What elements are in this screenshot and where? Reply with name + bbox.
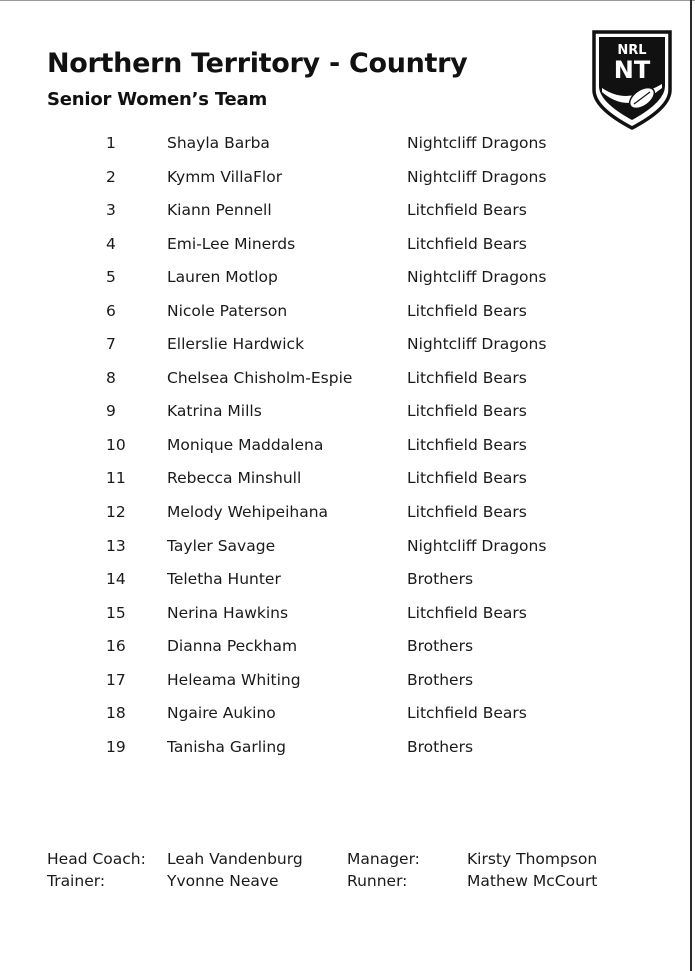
staff-row-1 xyxy=(0,850,695,872)
player-number: 16 xyxy=(106,637,126,656)
player-club: Litchfield Bears xyxy=(407,503,527,522)
player-row xyxy=(0,467,695,501)
player-club: Brothers xyxy=(407,637,474,656)
manager-label: Manager: xyxy=(347,850,420,868)
player-club: Nightcliff Dragons xyxy=(407,134,547,152)
player-club: Litchfield Bears xyxy=(407,435,527,454)
player-number: 5 xyxy=(106,268,116,287)
player-club: Litchfield Bears xyxy=(407,301,527,320)
player-club: Nightcliff Dragons xyxy=(407,268,547,287)
player-club: Brothers xyxy=(407,737,474,756)
team-subtitle: Senior Women’s Team xyxy=(47,89,268,110)
player-number: 4 xyxy=(106,234,116,253)
player-row xyxy=(0,400,695,434)
runner-label: Runner: xyxy=(347,872,408,890)
player-row xyxy=(0,199,695,233)
player-number: 7 xyxy=(106,335,116,354)
player-club: Litchfield Bears xyxy=(407,201,527,220)
player-number: 10 xyxy=(106,435,126,454)
player-row xyxy=(0,602,695,636)
player-name: Emi-Lee Minerds xyxy=(167,234,296,253)
player-name: Dianna Peckham xyxy=(167,637,298,656)
trainer-name: Yvonne Neave xyxy=(167,872,279,890)
page-title: Northern Territory - Country xyxy=(47,48,468,79)
player-club: Litchfield Bears xyxy=(407,603,527,622)
page-top-edge xyxy=(0,0,695,1)
player-number: 6 xyxy=(106,301,116,320)
player-number: 2 xyxy=(106,167,116,186)
player-number: 15 xyxy=(106,603,126,622)
player-name: Melody Wehipeihana xyxy=(167,503,329,522)
player-name: Nicole Paterson xyxy=(167,301,288,320)
head-coach-name: Leah Vandenburg xyxy=(167,850,303,868)
player-row xyxy=(0,434,695,468)
player-row xyxy=(0,635,695,669)
player-number: 19 xyxy=(106,737,126,756)
player-club: Brothers xyxy=(407,670,474,689)
player-name: Tayler Savage xyxy=(167,536,276,555)
player-row xyxy=(0,501,695,535)
player-number: 1 xyxy=(106,134,116,152)
player-name: Katrina Mills xyxy=(167,402,262,421)
player-number: 14 xyxy=(106,570,126,589)
logo-nt-text: NT xyxy=(613,56,651,84)
player-name: Ellerslie Hardwick xyxy=(167,335,305,354)
staff-row-2 xyxy=(0,872,695,894)
nrl-nt-shield-logo xyxy=(590,28,674,132)
staff-section xyxy=(0,850,695,894)
player-row xyxy=(0,367,695,401)
player-club: Nightcliff Dragons xyxy=(407,335,547,354)
logo-nrl-text: NRL xyxy=(617,43,647,58)
player-club: Nightcliff Dragons xyxy=(407,167,547,186)
player-number: 12 xyxy=(106,503,126,522)
player-club: Litchfield Bears xyxy=(407,234,527,253)
player-number: 11 xyxy=(106,469,126,488)
runner-name: Mathew McCourt xyxy=(467,872,598,890)
player-row xyxy=(0,233,695,267)
player-number: 3 xyxy=(106,201,116,220)
player-row xyxy=(0,669,695,703)
player-name: Chelsea Chisholm-Espie xyxy=(167,368,353,387)
player-number: 18 xyxy=(106,704,126,723)
player-name: Teletha Hunter xyxy=(167,570,281,589)
player-name: Monique Maddalena xyxy=(167,435,324,454)
player-club: Litchfield Bears xyxy=(407,469,527,488)
player-name: Shayla Barba xyxy=(167,134,270,152)
player-number: 13 xyxy=(106,536,126,555)
player-club: Nightcliff Dragons xyxy=(407,536,547,555)
player-number: 17 xyxy=(106,670,126,689)
player-number: 9 xyxy=(106,402,116,421)
player-row xyxy=(0,736,695,770)
player-row xyxy=(0,300,695,334)
player-roster xyxy=(0,132,695,769)
player-row xyxy=(0,266,695,300)
player-name: Lauren Motlop xyxy=(167,268,278,287)
player-row xyxy=(0,166,695,200)
player-club: Brothers xyxy=(407,570,474,589)
player-name: Ngaire Aukino xyxy=(167,704,276,723)
player-name: Kymm VillaFlor xyxy=(167,167,283,186)
player-name: Kiann Pennell xyxy=(167,201,272,220)
trainer-label: Trainer: xyxy=(47,872,106,890)
player-row xyxy=(0,702,695,736)
manager-name: Kirsty Thompson xyxy=(467,850,598,868)
player-name: Rebecca Minshull xyxy=(167,469,302,488)
player-number: 8 xyxy=(106,368,116,387)
player-club: Litchfield Bears xyxy=(407,368,527,387)
player-name: Heleama Whiting xyxy=(167,670,301,689)
player-name: Nerina Hawkins xyxy=(167,603,289,622)
player-club: Litchfield Bears xyxy=(407,704,527,723)
head-coach-label: Head Coach: xyxy=(47,850,146,868)
player-row xyxy=(0,535,695,569)
player-club: Litchfield Bears xyxy=(407,402,527,421)
player-row xyxy=(0,333,695,367)
player-row xyxy=(0,132,695,166)
player-name: Tanisha Garling xyxy=(167,737,287,756)
player-row xyxy=(0,568,695,602)
